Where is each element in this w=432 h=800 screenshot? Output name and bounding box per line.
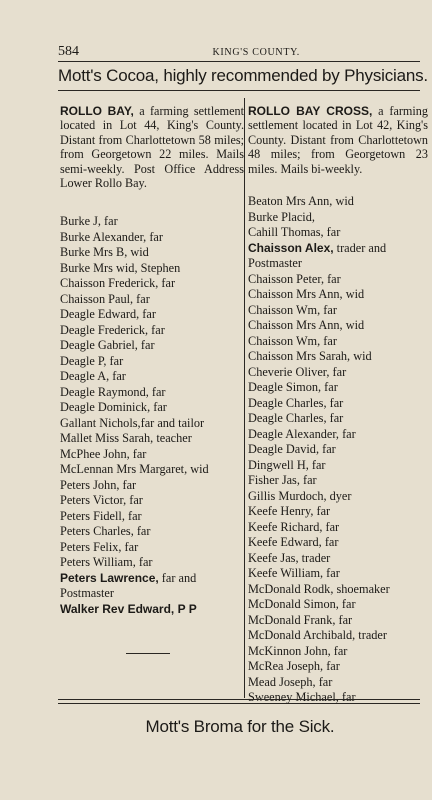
- list-item: Gallant Nichols,far and tailor: [60, 415, 205, 430]
- list-item: Deagle A, far: [60, 369, 126, 384]
- list-item: Peters William, far: [60, 555, 153, 570]
- list-item: Keefe Richard, far: [248, 519, 340, 534]
- list-item: Deagle Frederick, far: [60, 322, 165, 337]
- rollo-bay-description: a farming settlement located in Lot 44, King's County. Distant from Charlottetown 58 miles; from Georgetown 22 miles. Mails semi-weekly. Post Office Address Lower Rollo Bay.: [60, 104, 244, 191]
- running-head: KING'S COUNTY.: [212, 47, 300, 58]
- list-item: Burke J, far: [60, 214, 118, 229]
- list-item: Deagle Alexander, far: [248, 426, 356, 441]
- list-item: Keefe William, far: [248, 566, 340, 581]
- list-item: Beaton Mrs Ann, wid: [248, 194, 354, 209]
- column-divider: [244, 98, 245, 698]
- list-item: Deagle Simon, far: [248, 380, 338, 395]
- list-item: Deagle Gabriel, far: [60, 338, 155, 353]
- list-item: Keefe Henry, far: [248, 504, 331, 519]
- list-item: Peters Felix, far: [60, 539, 139, 554]
- list-item: Deagle P, far: [60, 353, 124, 368]
- list-item: McDonald Simon, far: [248, 597, 356, 612]
- footer-rule: [58, 699, 420, 700]
- list-item: Deagle Charles, far: [248, 411, 344, 426]
- postmaster-name: Chaisson Alex,: [248, 240, 334, 255]
- rollo-bay-cross-description: a farming settlement located in Lot 42, King's County. Distant from Charlottetown 48 miles; from Georgetown 23 miles. Mails bi-weekly.: [248, 104, 428, 176]
- list-item: Peters Victor, far: [60, 493, 143, 508]
- list-item: Deagle Dominick, far: [60, 400, 167, 415]
- rollo-bay-entries: [60, 214, 244, 617]
- list-item: Deagle Edward, far: [60, 307, 156, 322]
- postmaster-name: Peters Lawrence,: [60, 570, 159, 585]
- top-advertisement: Mott's Cocoa, highly recommended by Physicians.: [58, 66, 428, 85]
- list-item: Keefe Edward, far: [248, 535, 339, 550]
- list-item: Chaisson Paul, far: [60, 291, 150, 306]
- list-item: Deagle Charles, far: [248, 395, 344, 410]
- left-column: [60, 104, 244, 617]
- list-item: McPhee John, far: [60, 446, 147, 461]
- list-item: Keefe Jas, trader: [248, 550, 331, 565]
- list-item: Chaisson Mrs Sarah, wid: [248, 349, 372, 364]
- list-item: McKinnon John, far: [248, 643, 348, 658]
- list-item: Chaisson Peter, far: [248, 271, 341, 286]
- list-item: Deagle David, far: [248, 442, 336, 457]
- list-item: Burke Mrs wid, Stephen: [60, 260, 181, 275]
- banner-rule: [58, 90, 420, 91]
- list-item: Gillis Murdoch, dyer: [248, 488, 352, 503]
- list-item-postmaster: [60, 571, 244, 587]
- place-name-rollo-bay-cross: ROLLO BAY CROSS,: [248, 104, 373, 118]
- list-item: Mallet Miss Sarah, teacher: [60, 431, 192, 446]
- list-item-postmaster: [248, 241, 428, 257]
- footer-rule-double: [58, 703, 420, 704]
- list-item: Peters John, far: [60, 477, 137, 492]
- list-item: Chaisson Wm, far: [248, 333, 337, 348]
- list-item: Fisher Jas, far: [248, 473, 317, 488]
- rollo-bay-cross-intro: [248, 104, 428, 176]
- list-item: Chaisson Mrs Ann, wid: [248, 287, 365, 302]
- list-item: Dingwell H, far: [248, 457, 326, 472]
- list-item: McLennan Mrs Margaret, wid: [60, 462, 209, 477]
- right-column: [248, 104, 428, 706]
- section-end-rule: [126, 653, 170, 654]
- rollo-bay-intro: [60, 104, 244, 190]
- list-item: Chaisson Frederick, far: [60, 276, 176, 291]
- page-number: 584: [58, 44, 79, 59]
- postmaster-title: Postmaster: [60, 586, 114, 601]
- list-item: Deagle Raymond, far: [60, 384, 166, 399]
- list-item: Cheverie Oliver, far: [248, 364, 347, 379]
- rollo-bay-cross-entries: [248, 194, 428, 706]
- page-header: [58, 44, 398, 60]
- list-item: Burke Mrs B, wid: [60, 245, 149, 260]
- list-item: Sweeney Michael, far: [248, 690, 356, 705]
- list-item: McDonald Frank, far: [248, 612, 353, 627]
- bottom-advertisement: Mott's Broma for the Sick.: [145, 717, 335, 736]
- postmaster-occupation: trader and: [333, 240, 387, 255]
- list-item: Chaisson Mrs Ann, wid: [248, 318, 365, 333]
- postmaster-title: Postmaster: [248, 256, 302, 271]
- list-item: Peters Fidell, far: [60, 508, 142, 523]
- list-item: Burke Alexander, far: [60, 229, 163, 244]
- list-item-priest: Walker Rev Edward, P P: [60, 601, 197, 616]
- list-item: Peters Charles, far: [60, 524, 151, 539]
- list-item: McDonald Archibald, trader: [248, 628, 387, 643]
- list-item: Cahill Thomas, far: [248, 225, 341, 240]
- postmaster-occupation: far and: [158, 570, 197, 585]
- list-item: McRea Joseph, far: [248, 659, 340, 674]
- place-name-rollo-bay: ROLLO BAY,: [60, 104, 134, 118]
- list-item: Burke Placid,: [248, 209, 315, 224]
- list-item: Chaisson Wm, far: [248, 302, 337, 317]
- list-item: Mead Joseph, far: [248, 674, 333, 689]
- list-item: McDonald Rodk, shoemaker: [248, 581, 390, 596]
- header-rule: [58, 61, 420, 62]
